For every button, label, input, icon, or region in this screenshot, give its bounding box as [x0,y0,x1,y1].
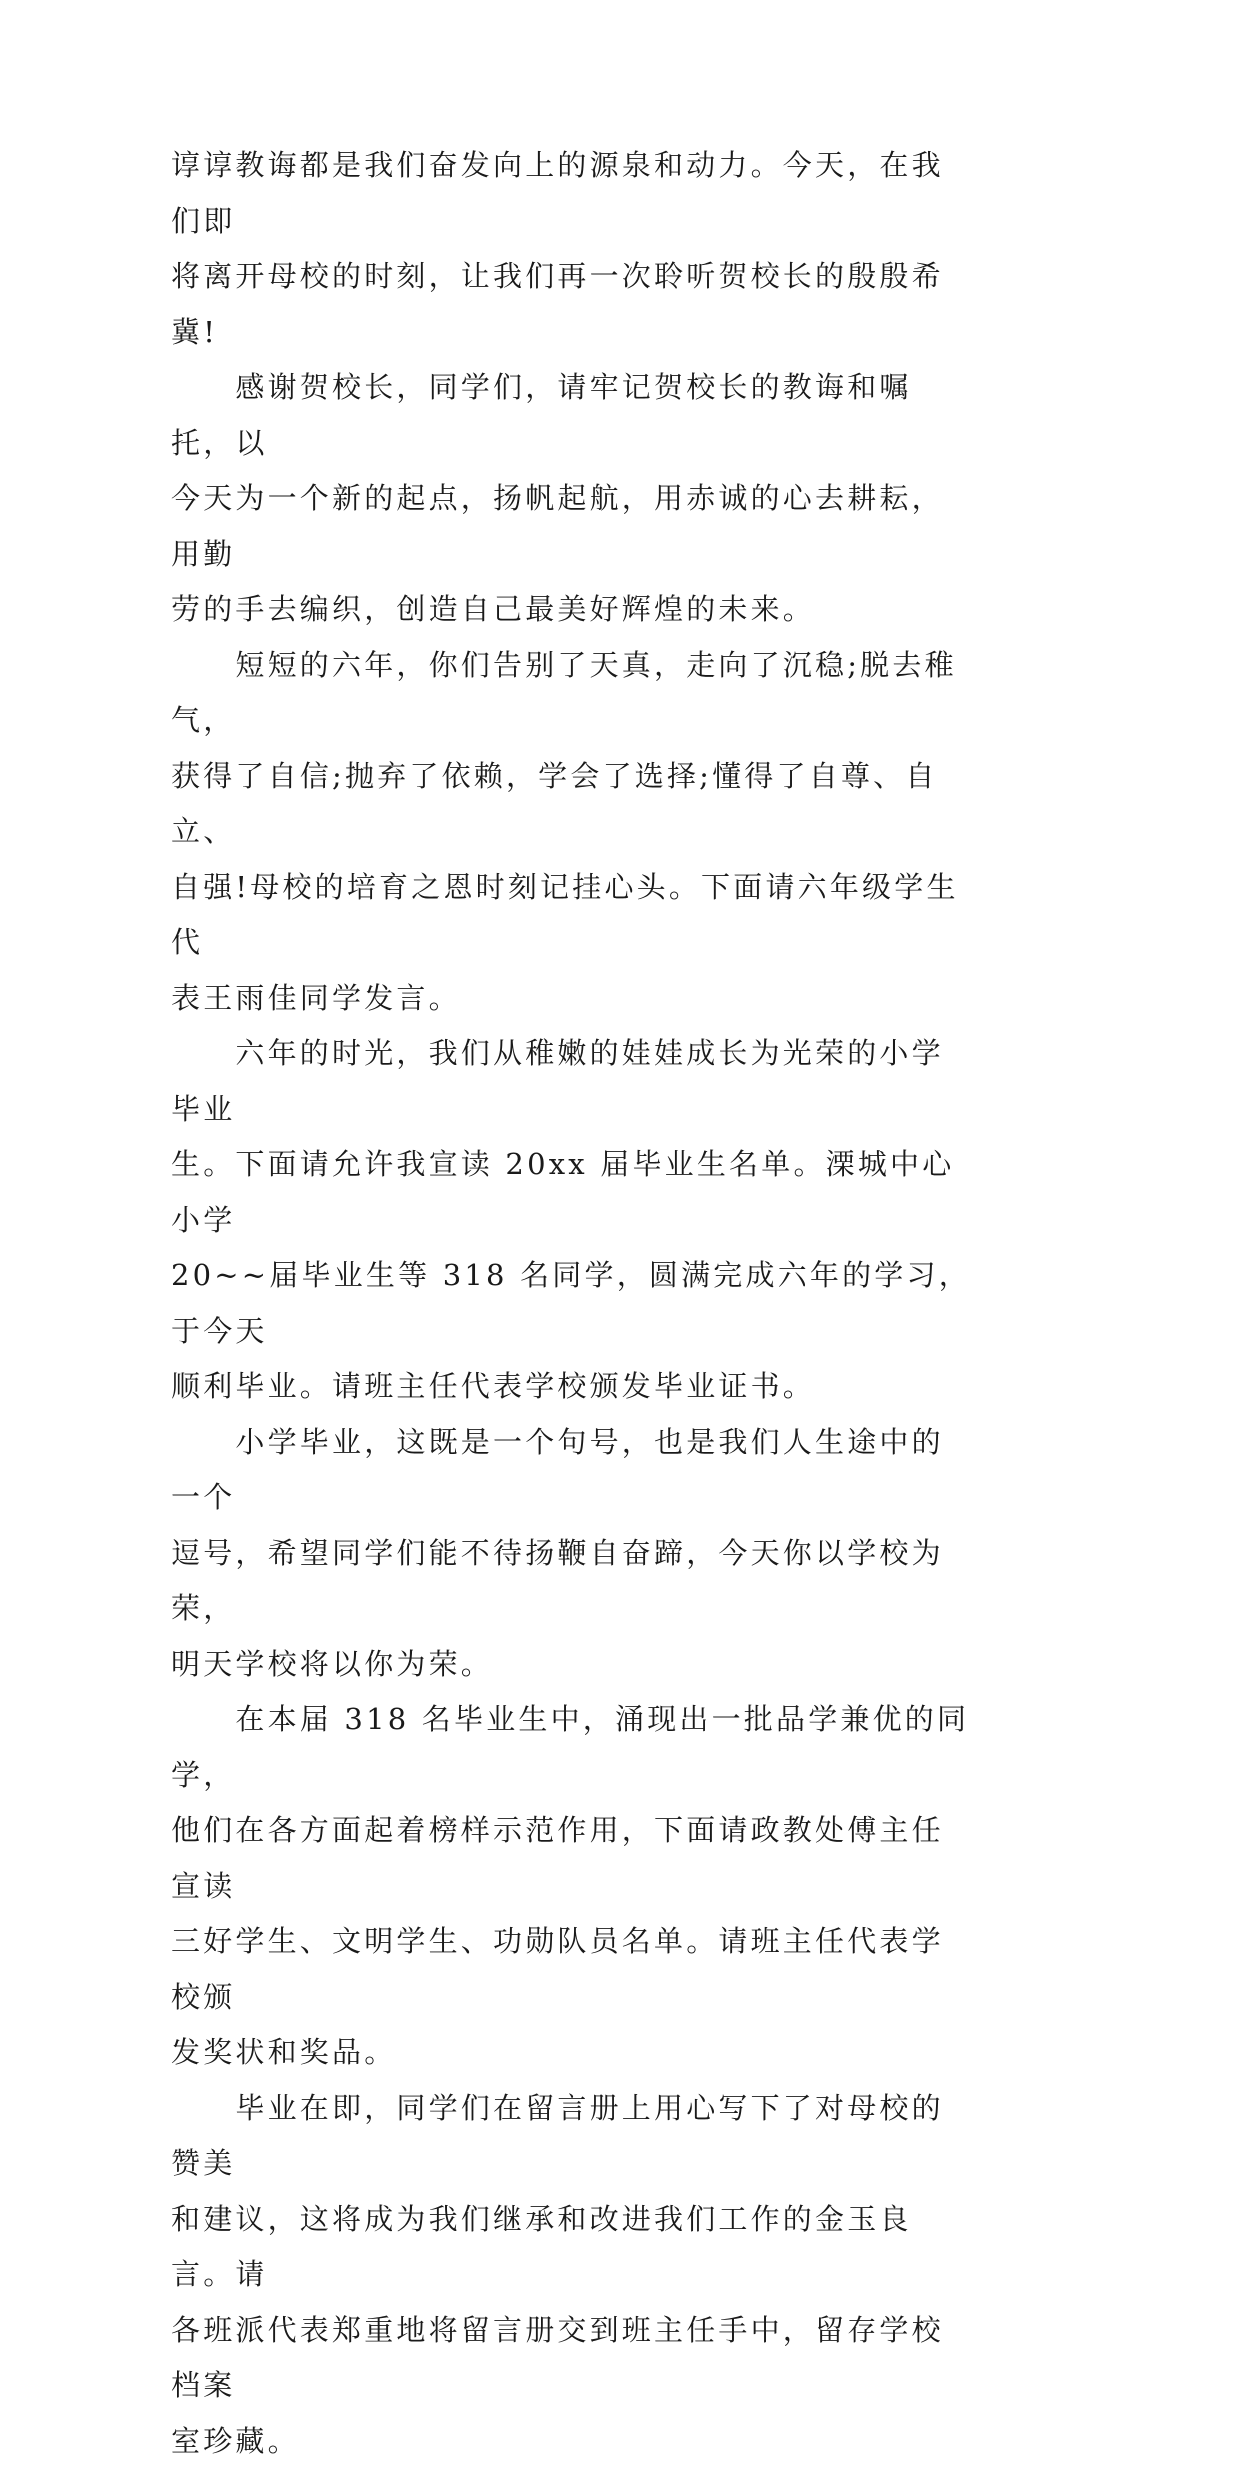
document-body [171,138,971,2469]
paragraph-7: 毕业在即，同学们在留言册上用心写下了对母校的赞美 和建议，这将成为我们继承和改进我们工作的金玉良言。请 各班派代表郑重地将留言册交到班主任手中，留存学校档案 室珍藏。 [171,2081,971,2469]
paragraph-1: 谆谆教诲都是我们奋发向上的源泉和动力。今天，在我们即 将离开母校的时刻，让我们再一次聆听贺校长的殷殷希冀! [171,138,971,360]
paragraph-4: 六年的时光，我们从稚嫩的娃娃成长为光荣的小学毕业 生。下面请允许我宣读 20xx 届毕业生名单。溧城中心小学 20~~届毕业生等 318 名同学，圆满完成六年的学习，于今天 顺利毕业。请班主任代表学校颁发毕业证书。 [171,1026,971,1415]
paragraph-2: 感谢贺校长，同学们，请牢记贺校长的教诲和嘱托，以 今天为一个新的起点，扬帆起航，用赤诚的心去耕耘，用勤 劳的手去编织，创造自己最美好辉煌的未来。 [171,360,971,638]
paragraph-3: 短短的六年，你们告别了天真，走向了沉稳;脱去稚气， 获得了自信;抛弃了依赖，学会了选择;懂得了自尊、自立、 自强!母校的培育之恩时刻记挂心头。下面请六年级学生代 表王雨佳同学发言。 [171,638,971,1027]
paragraph-5: 小学毕业，这既是一个句号，也是我们人生途中的一个 逗号，希望同学们能不待扬鞭自奋蹄，今天你以学校为荣， 明天学校将以你为荣。 [171,1415,971,1693]
paragraph-6: 在本届 318 名毕业生中，涌现出一批品学兼优的同学， 他们在各方面起着榜样示范作用，下面请政教处傅主任宣读 三好学生、文明学生、功勋队员名单。请班主任代表学校颁 发奖状和奖品。 [171,1692,971,2081]
